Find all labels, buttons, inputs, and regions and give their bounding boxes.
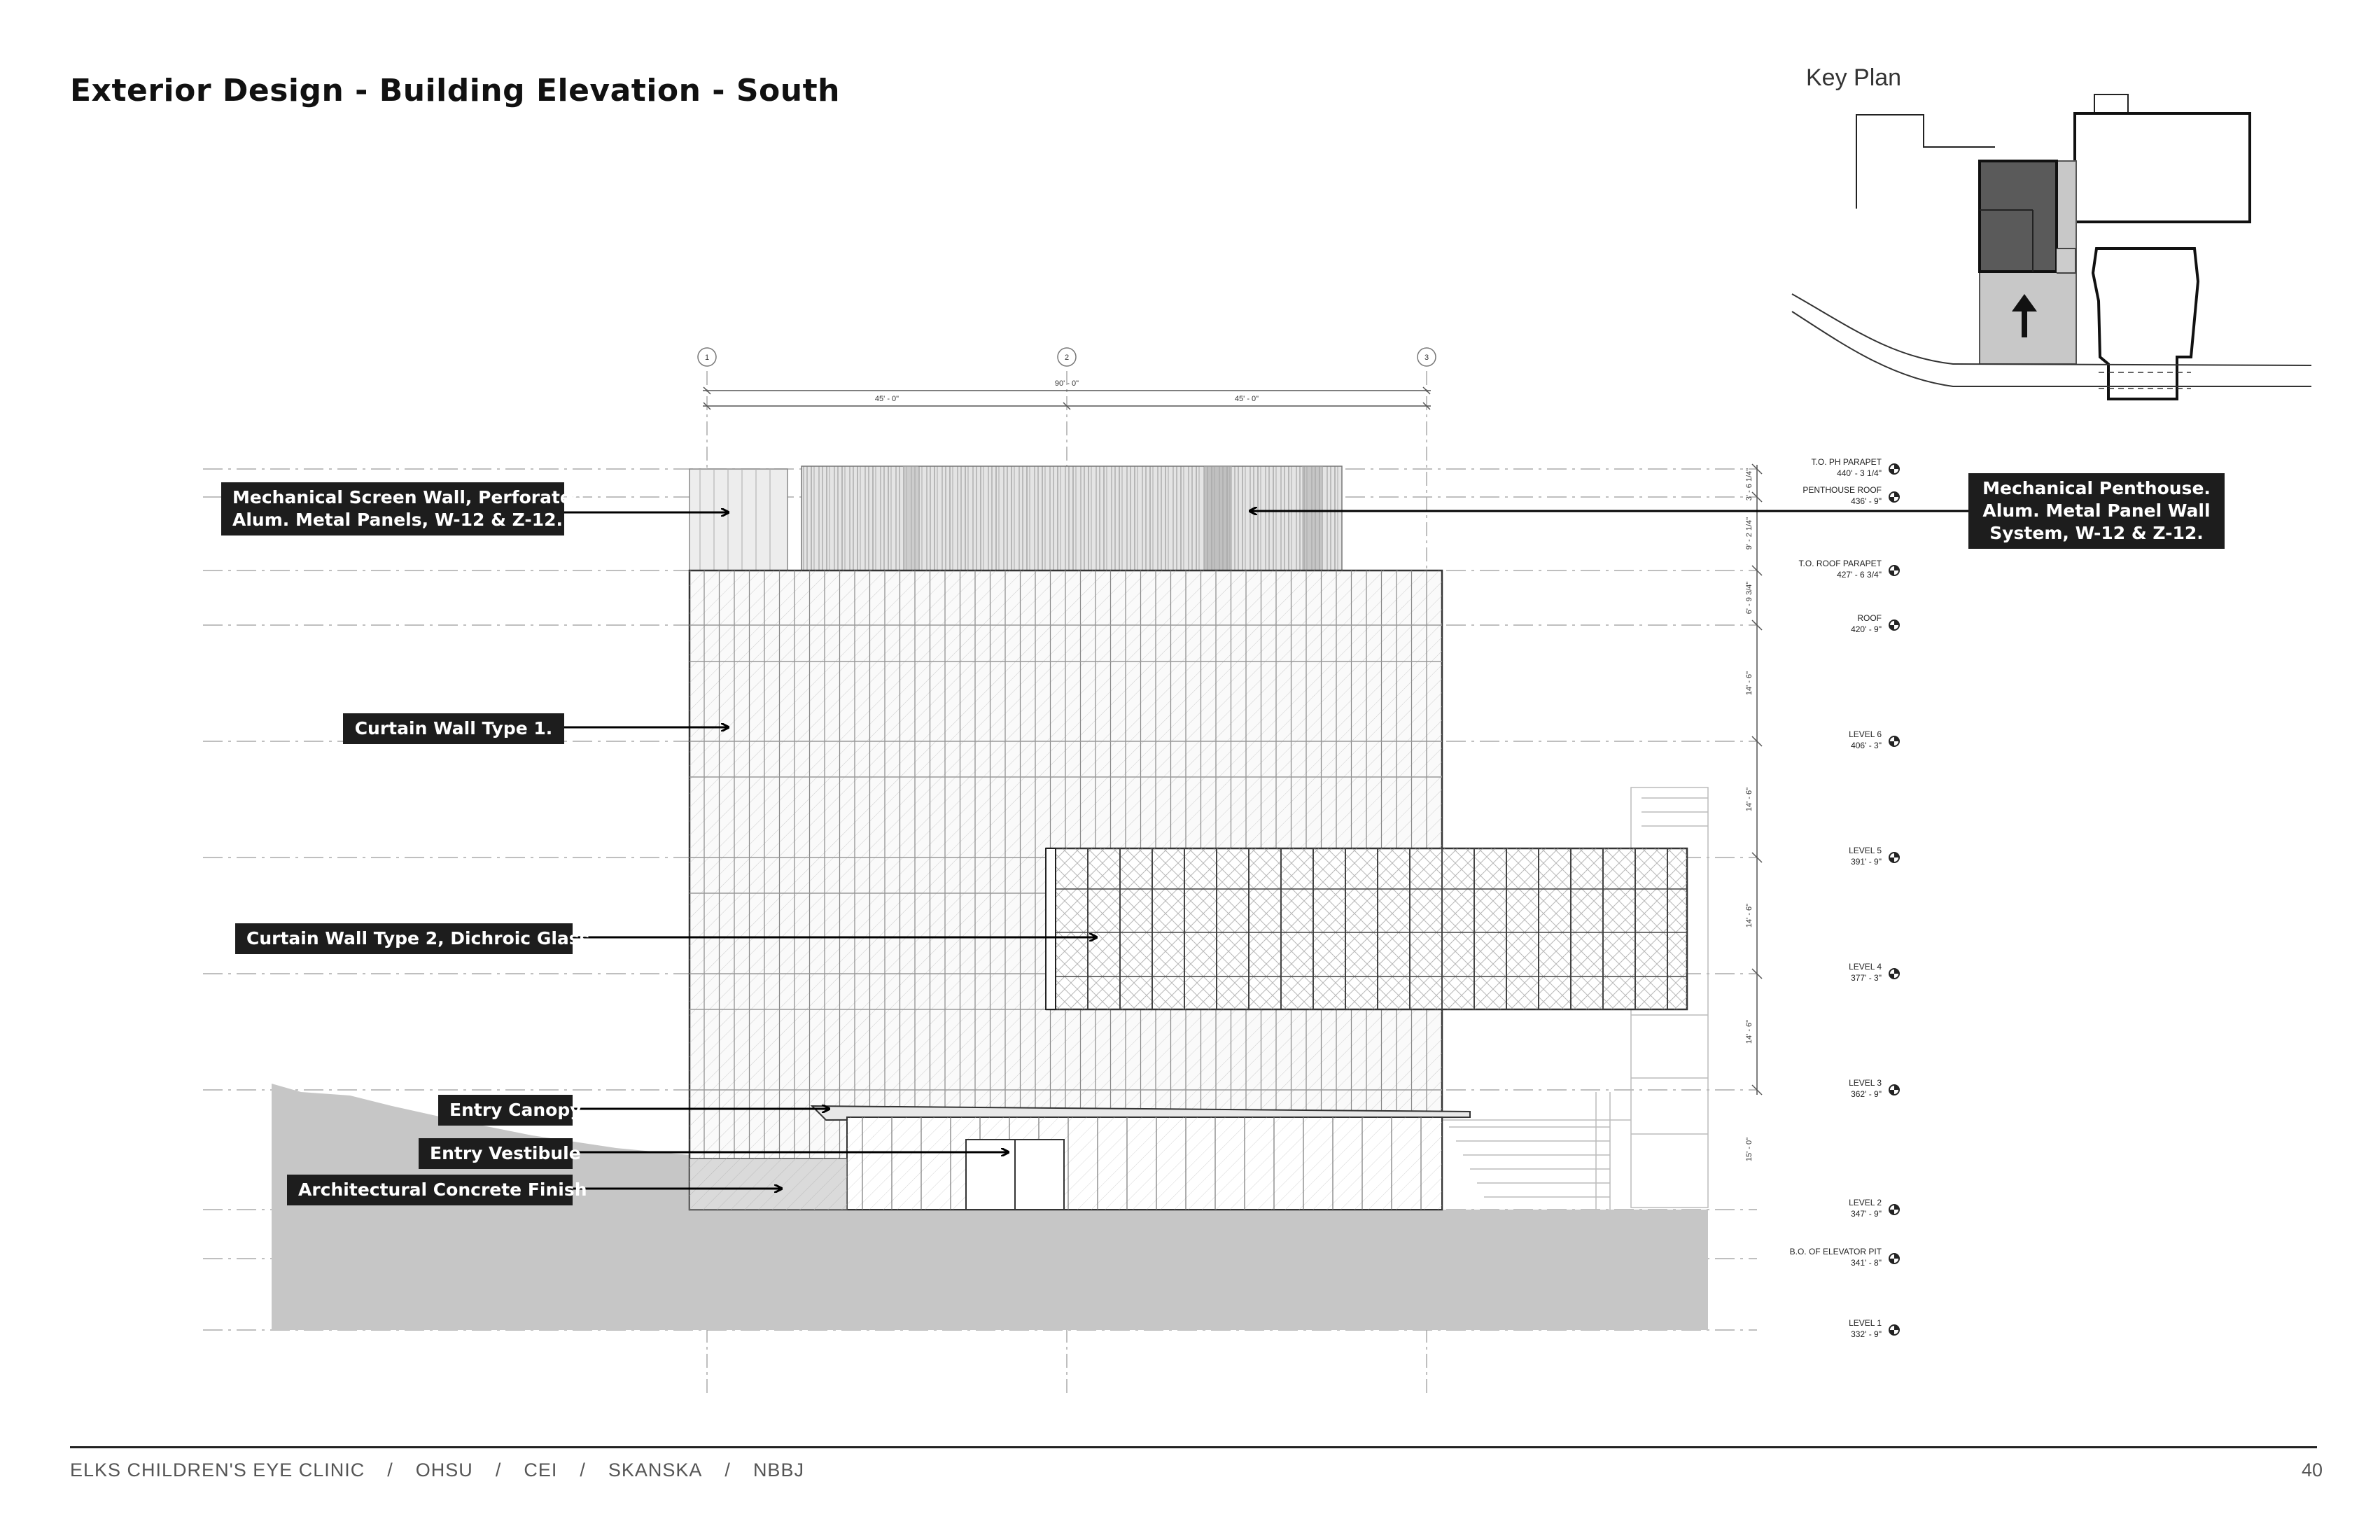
- level-name-elevator-pit: B.O. OF ELEVATOR PIT: [1789, 1247, 1882, 1256]
- footer-item-ohsu: OHSU: [415, 1460, 473, 1480]
- page-number: 40: [2301, 1460, 2323, 1480]
- footer-separator: /: [724, 1460, 731, 1480]
- grid-bubbles: [698, 348, 1436, 366]
- level-marker-icon: [1889, 566, 1899, 575]
- level-elev-4: 377' - 3": [1851, 973, 1882, 983]
- level-elev-3: 362' - 9": [1851, 1089, 1882, 1099]
- footer-rule: [70, 1446, 2317, 1448]
- callout-entry-vestibule: Entry Vestibule: [419, 1138, 573, 1169]
- vdim-1: 3' - 6 1/4": [1745, 468, 1754, 501]
- level-elev-ph-parapet: 440' - 3 1/4": [1837, 468, 1882, 478]
- callout-screen-wall-line-2: Alum. Metal Panels, W-12 & Z-12.: [232, 510, 563, 530]
- level-name-2: LEVEL 2: [1849, 1198, 1882, 1208]
- level-elev-penthouse-roof: 436' - 9": [1851, 496, 1882, 506]
- grid-bubble-2: 2: [1064, 354, 1070, 362]
- footer-separator: /: [495, 1460, 502, 1480]
- callout-entry-canopy: Entry Canopy: [438, 1095, 573, 1126]
- page-title: Exterior Design - Building Elevation - South: [70, 73, 840, 108]
- level-name-3: LEVEL 3: [1849, 1078, 1882, 1088]
- vdim-7: 14' - 6": [1745, 1019, 1754, 1044]
- key-plan-label: Key Plan: [1806, 64, 1902, 91]
- level-marker-icon: [1889, 492, 1899, 502]
- footer-separator: /: [387, 1460, 393, 1480]
- footer-item-project: ELKS CHILDREN'S EYE CLINIC: [70, 1460, 365, 1480]
- level-name-4: LEVEL 4: [1849, 962, 1882, 972]
- level-marker-icon: [1889, 1325, 1899, 1335]
- footer-item-skanska: SKANSKA: [608, 1460, 703, 1480]
- key-plan: [1792, 94, 2311, 399]
- bay-dimension-2: 45' - 0": [1234, 395, 1259, 403]
- level-marker-icon: [1889, 853, 1899, 862]
- callout-mechanical-screen-wall: [221, 482, 584, 536]
- level-marker-icons: [1889, 464, 1899, 1335]
- footer: [70, 1460, 804, 1481]
- level-marker-icon: [1889, 620, 1899, 630]
- mechanical-penthouse: [690, 466, 1342, 570]
- callout-curtain-wall-type-2: Curtain Wall Type 2, Dichroic Glass: [235, 923, 573, 954]
- level-elev-1: 332' - 9": [1851, 1329, 1882, 1339]
- level-elev-2: 347' - 9": [1851, 1209, 1882, 1219]
- level-marker-icon: [1889, 736, 1899, 746]
- vdim-6: 14' - 6": [1745, 903, 1754, 928]
- level-name-roof: ROOF: [1857, 613, 1882, 623]
- level-name-5: LEVEL 5: [1849, 846, 1882, 855]
- level-marker-icon: [1889, 464, 1899, 474]
- overall-dimension: 90' - 0": [1054, 379, 1079, 388]
- vdim-4: 14' - 6": [1745, 671, 1754, 696]
- level-elev-5: 391' - 9": [1851, 857, 1882, 867]
- level-marker-icon: [1889, 969, 1899, 979]
- callout-penthouse-line-2: Alum. Metal Panel Wall: [1982, 500, 2211, 521]
- level-tags: [1790, 457, 1882, 1339]
- grid-bubble-3: 3: [1424, 354, 1429, 362]
- callout-penthouse-line-1: Mechanical Penthouse.: [1982, 478, 2211, 498]
- level-name-penthouse-roof: PENTHOUSE ROOF: [1802, 485, 1882, 495]
- vdim-5: 14' - 6": [1745, 787, 1754, 812]
- curtain-wall-type-2: [1046, 848, 1687, 1009]
- footer-item-cei: CEI: [524, 1460, 558, 1480]
- grid-bubble-1: 1: [704, 354, 710, 362]
- architectural-concrete-shape: [690, 1158, 847, 1210]
- level-elev-6: 406' - 3": [1851, 741, 1882, 750]
- callout-penthouse-line-3: System, W-12 & Z-12.: [1989, 523, 2204, 543]
- level-name-1: LEVEL 1: [1849, 1318, 1882, 1328]
- level-elev-elevator-pit: 341' - 8": [1851, 1258, 1882, 1268]
- level-elev-roof: 420' - 9": [1851, 624, 1882, 634]
- level-marker-icon: [1889, 1205, 1899, 1214]
- level-name-ph-parapet: T.O. PH PARAPET: [1811, 457, 1882, 467]
- callout-mechanical-penthouse: [1968, 473, 2225, 549]
- entry-vestibule-shape: [847, 1117, 1442, 1210]
- vdim-2: 9' - 2 1/4": [1745, 517, 1754, 550]
- callout-architectural-concrete: Architectural Concrete Finish: [287, 1175, 573, 1205]
- footer-item-nbbj: NBBJ: [752, 1460, 804, 1480]
- level-marker-icon: [1889, 1254, 1899, 1264]
- callout-screen-wall-line-1: Mechanical Screen Wall, Perforated: [232, 487, 584, 507]
- level-name-6: LEVEL 6: [1849, 729, 1882, 739]
- vertical-dimension-string: [1752, 464, 1762, 1095]
- vdim-8: 15' - 0": [1745, 1137, 1754, 1162]
- level-name-roof-parapet: T.O. ROOF PARAPET: [1798, 559, 1882, 568]
- level-elev-roof-parapet: 427' - 6 3/4": [1837, 570, 1882, 580]
- bay-dimension-1: 45' - 0": [874, 395, 899, 403]
- footer-separator: /: [580, 1460, 586, 1480]
- callout-curtain-wall-type-1: Curtain Wall Type 1.: [343, 713, 564, 744]
- level-marker-icon: [1889, 1085, 1899, 1095]
- vdim-3: 6' - 9 3/4": [1745, 581, 1754, 615]
- vertical-dimension-labels: [1745, 468, 1754, 1161]
